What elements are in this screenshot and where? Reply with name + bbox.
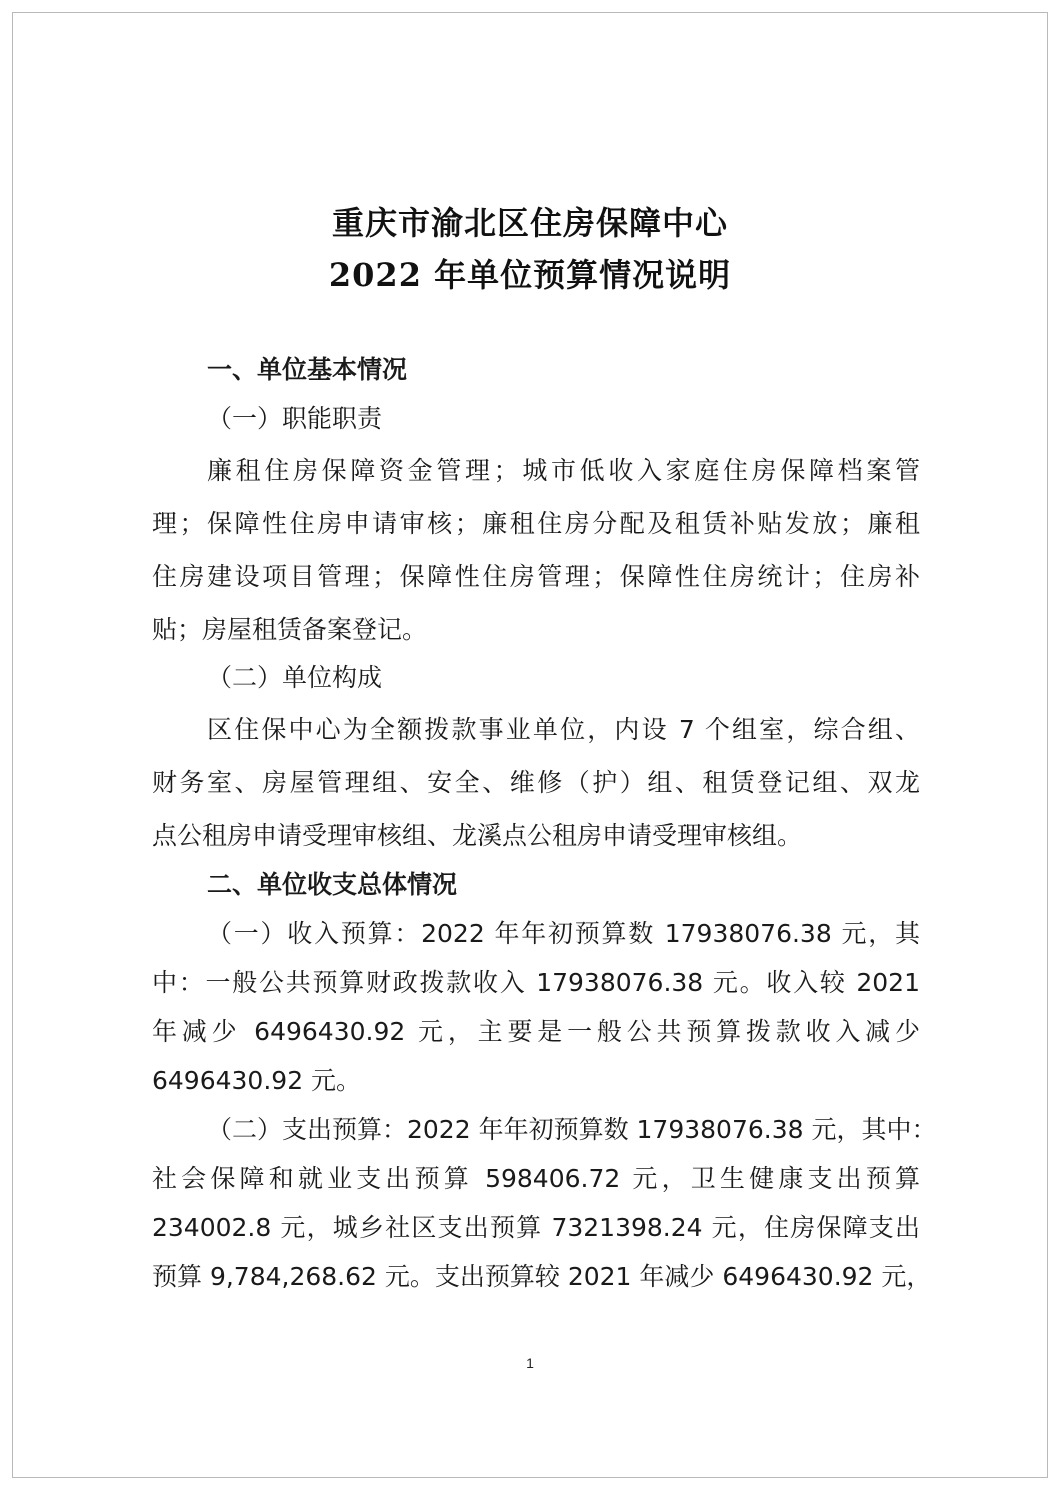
section1-sub1: （一）职能职责 [207,404,383,433]
section2-para1-line: 中：一般公共预算财政拨款收入 17938076.38 元。收入较 2021 [152,968,920,997]
section2-para2-line: 社会保障和就业支出预算 598406.72 元，卫生健康支出预算 [152,1164,920,1193]
section1-para2-line: 区住保中心为全额拨款事业单位，内设 7 个组室，综合组、 [207,715,920,744]
section1-para1-line: 贴；房屋租赁备案登记。 [152,615,428,644]
section1-para1-line: 理；保障性住房申请审核；廉租住房分配及租赁补贴发放；廉租 [152,509,920,538]
section2-heading: 二、单位收支总体情况 [207,870,458,899]
section1-sub2: （二）单位构成 [207,663,383,692]
section1-para1-line: 廉租住房保障资金管理；城市低收入家庭住房保障档案管 [207,456,920,485]
document-title-line2: 2022 年单位预算情况说明 [328,256,732,294]
section2-para2-line: （二）支出预算：2022 年年初预算数 17938076.38 元，其中： [207,1115,937,1144]
section2-para2-line: 预算 9,784,268.62 元。支出预算较 2021 年减少 6496430.92 元， [152,1262,932,1291]
section1-para2-line: 点公租房申请受理审核组、龙溪点公租房申请受理审核组。 [152,821,803,850]
section1-heading: 一、单位基本情况 [207,355,408,384]
section1-para1-line: 住房建设项目管理；保障性住房管理；保障性住房统计；住房补 [152,562,920,591]
section2-para1-line: 6496430.92 元。 [152,1066,362,1095]
section2-para1-line: 年减少 6496430.92 元，主要是一般公共预算拨款收入减少 [152,1017,920,1046]
section1-para2-line: 财务室、房屋管理组、安全、维修（护）组、租赁登记组、双龙 [152,768,920,797]
section2-para1-line: （一）收入预算：2022 年年初预算数 17938076.38 元，其 [207,919,920,948]
section2-para2-line: 234002.8 元，城乡社区支出预算 7321398.24 元，住房保障支出 [152,1213,920,1242]
document-title-line1: 重庆市渝北区住房保障中心 [331,204,728,242]
page-number: 1 [526,1355,534,1371]
